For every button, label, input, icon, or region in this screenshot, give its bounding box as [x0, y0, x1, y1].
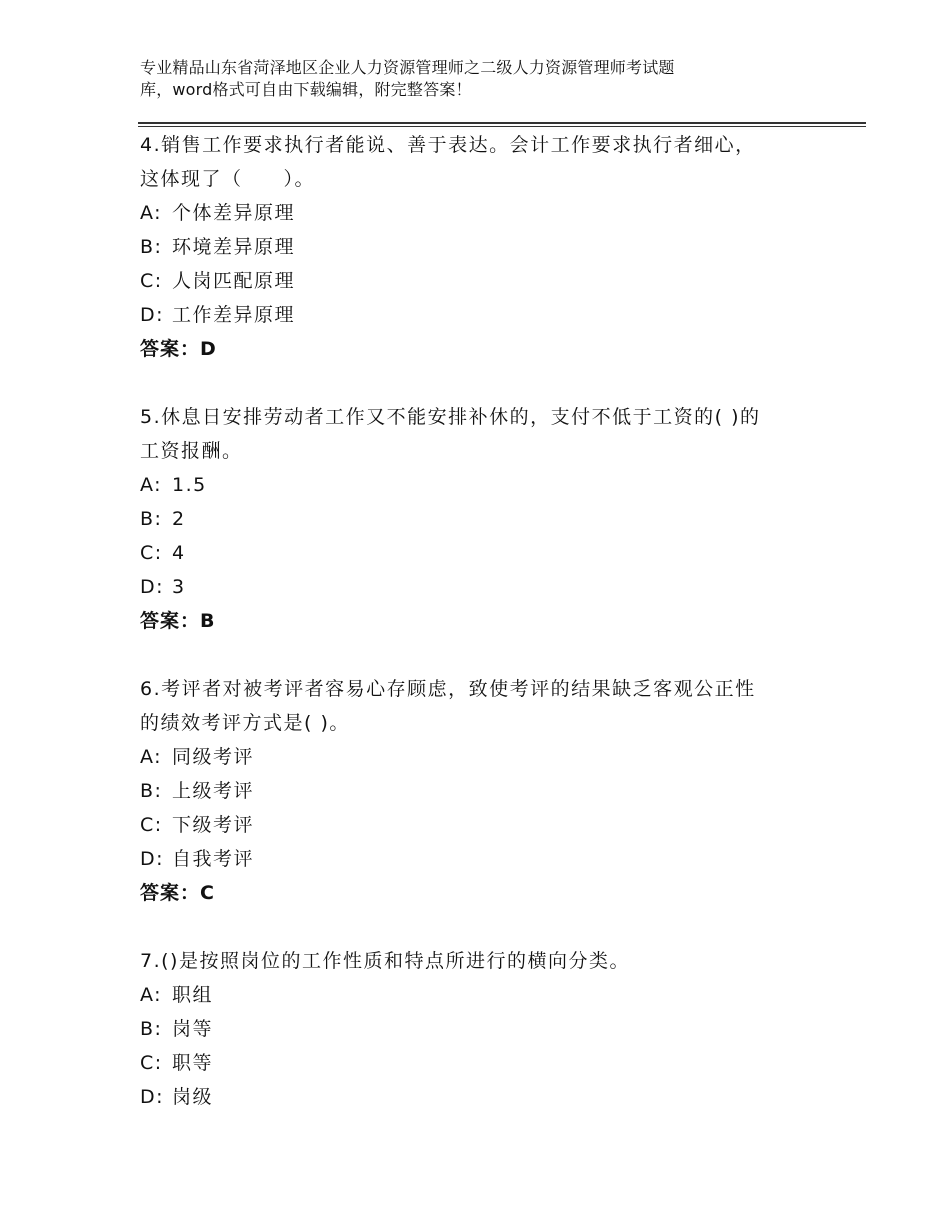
option-text: 岗等 [172, 1018, 214, 1040]
answer: 答案：C [140, 882, 215, 904]
option-key: D: [140, 848, 165, 870]
option-key: A: [140, 746, 163, 768]
option-text: 工作差异原理 [172, 304, 296, 326]
option-key: A: [140, 984, 163, 1006]
header-rule-thick [138, 122, 866, 124]
option-text: 下级考评 [172, 814, 255, 836]
option-d [140, 1080, 820, 1114]
question-stem: 7.()是按照岗位的工作性质和特点所进行的横向分类。 [140, 950, 630, 972]
question-7 [140, 944, 820, 1114]
option-text: 上级考评 [172, 780, 255, 802]
option-key: A: [140, 202, 163, 224]
question-list [140, 128, 820, 1148]
option-b [140, 774, 820, 808]
option-text: 3 [172, 576, 186, 598]
option-b [140, 502, 820, 536]
option-a [140, 468, 820, 502]
option-key: B: [140, 508, 163, 530]
option-text: 2 [172, 508, 186, 530]
option-key: D: [140, 1086, 165, 1108]
option-text: 个体差异原理 [172, 202, 296, 224]
option-c [140, 808, 820, 842]
question-6 [140, 672, 820, 910]
option-text: 岗级 [172, 1086, 214, 1108]
option-c [140, 1046, 820, 1080]
option-text: 1.5 [172, 474, 207, 496]
option-text: 4 [172, 542, 186, 564]
question-4 [140, 128, 820, 366]
document-header [140, 57, 780, 101]
answer: 答案：D [140, 338, 217, 360]
option-text: 人岗匹配原理 [172, 270, 296, 292]
answer: 答案：B [140, 610, 216, 632]
question-stem: 6.考评者对被考评者容易心存顾虑，致使考评的结果缺乏客观公正性 [140, 678, 756, 700]
option-b [140, 1012, 820, 1046]
option-b [140, 230, 820, 264]
option-key: C: [140, 814, 163, 836]
option-a [140, 196, 820, 230]
question-stem: 4.销售工作要求执行者能说、善于表达。会计工作要求执行者细心， [140, 134, 756, 156]
question-stem-continued: 的绩效考评方式是( )。 [140, 712, 350, 734]
option-text: 同级考评 [172, 746, 255, 768]
option-key: C: [140, 270, 163, 292]
option-text: 职组 [172, 984, 214, 1006]
option-key: B: [140, 236, 163, 258]
option-key: C: [140, 1052, 163, 1074]
option-key: B: [140, 1018, 163, 1040]
option-key: D: [140, 304, 165, 326]
header-title-line-1: 专业精品山东省菏泽地区企业人力资源管理师之二级人力资源管理师考试题 [140, 58, 675, 77]
header-title-line-2: 库，word格式可自由下载编辑，附完整答案！ [140, 80, 472, 99]
question-stem-continued: 工资报酬。 [140, 440, 243, 462]
option-key: A: [140, 474, 163, 496]
option-key: C: [140, 542, 163, 564]
option-text: 环境差异原理 [172, 236, 296, 258]
option-c [140, 264, 820, 298]
header-rule-thin [138, 126, 866, 127]
question-stem: 5.休息日安排劳动者工作又不能安排补休的，支付不低于工资的( )的 [140, 406, 761, 428]
option-a [140, 978, 820, 1012]
question-stem-continued: 这体现了（ ）。 [140, 168, 316, 190]
option-text: 职等 [172, 1052, 214, 1074]
option-key: D: [140, 576, 165, 598]
question-5 [140, 400, 820, 638]
option-d [140, 842, 820, 876]
option-key: B: [140, 780, 163, 802]
option-d [140, 570, 820, 604]
option-a [140, 740, 820, 774]
option-text: 自我考评 [172, 848, 255, 870]
option-c [140, 536, 820, 570]
option-d [140, 298, 820, 332]
